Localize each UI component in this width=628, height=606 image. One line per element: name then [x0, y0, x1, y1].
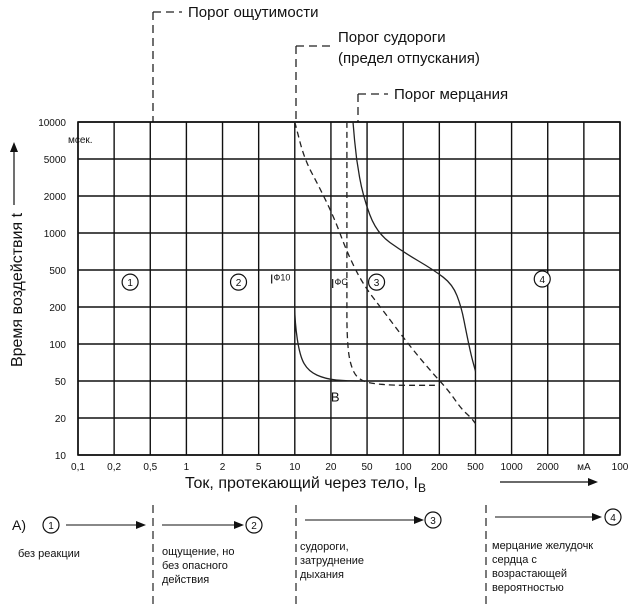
x-tick-label: 0,5 — [143, 462, 158, 473]
x-axis-arrow — [500, 478, 598, 486]
y-tick-labels — [38, 118, 66, 462]
legend-zone-4-text-4: вероятностью — [492, 582, 564, 594]
legend-zone-4-num: 4 — [610, 513, 616, 524]
legend-zone-2-num: 2 — [251, 521, 257, 532]
cramp-threshold-label-line1: Порог судороги — [338, 29, 446, 46]
y-axis-arrow — [10, 142, 18, 205]
zone-4-label: 4 — [539, 275, 546, 287]
y-tick-label: 10000 — [38, 118, 66, 129]
x-tick-label: 2 — [219, 462, 226, 473]
legend-zone-1-text: без реакции — [18, 548, 80, 560]
series-curve-1 — [295, 122, 403, 381]
annotation-1: $I^{Ф10}$ — [269, 271, 291, 287]
legend-zone-2-text-2: без опасного — [162, 560, 228, 572]
x-tick-label: 1 — [183, 462, 190, 473]
series-curve-3 — [347, 122, 439, 385]
chart-series — [295, 122, 476, 424]
zone-1-label: 1 — [127, 278, 133, 290]
x-tick-label: мА — [577, 462, 591, 473]
x-tick-label: 500 — [467, 462, 484, 473]
x-tick-label: 100 — [611, 462, 628, 473]
y-tick-label: 50 — [54, 377, 66, 388]
legend-zone-4-text-2: сердца с — [492, 554, 537, 566]
legend-zone-2-text-3: действия — [162, 574, 210, 586]
x-tick-label: 1000 — [500, 462, 523, 473]
x-axis-label: Ток, протекающий через тело, $I_В$ — [185, 475, 426, 495]
series-curve-2 — [295, 122, 476, 424]
x-tick-label: 0,2 — [107, 462, 122, 473]
x-tick-label: 0,1 — [71, 462, 85, 473]
chart-annotations — [270, 271, 349, 404]
legend-zone-2-text-1: ощущение, но — [162, 546, 235, 558]
y-tick-label: 100 — [49, 340, 66, 351]
y-axis-label: Время воздействия t — [9, 212, 26, 368]
zone-2-label: 2 — [235, 278, 242, 290]
legend-zone-3-num: 3 — [430, 516, 436, 527]
annotation-2: $I^{ФС}$ — [330, 276, 348, 292]
x-tick-label: 200 — [430, 462, 448, 473]
legend-row — [12, 505, 621, 606]
legend-zone-3-text-2: затруднение — [300, 555, 365, 567]
y-tick-label: 200 — [49, 303, 66, 314]
sensation-threshold-label: Порог ощутимости — [188, 4, 319, 21]
legend-zone-3-text-3: дыхания — [300, 569, 344, 581]
x-tick-label: 50 — [361, 462, 373, 473]
y-axis-title — [9, 212, 26, 367]
x-tick-label: 2000 — [536, 462, 559, 473]
threshold-headers — [153, 4, 508, 122]
legend-prefix: А) — [12, 517, 26, 533]
plot-frame — [78, 122, 620, 455]
chart-grid — [78, 122, 620, 455]
y-unit-label: мсек. — [68, 135, 93, 146]
legend-zone-4-text-1: мерцание желудочк — [492, 540, 594, 552]
y-tick-label: 1000 — [43, 229, 66, 240]
x-tick-label: 100 — [394, 462, 412, 473]
x-tick-label: 5 — [255, 462, 262, 473]
y-tick-label: 2000 — [43, 192, 66, 203]
x-tick-label: 20 — [325, 462, 337, 473]
x-tick-labels — [71, 462, 628, 473]
y-tick-label: 20 — [54, 414, 66, 425]
annotation-3: В — [330, 389, 340, 405]
zone-3-label: 3 — [373, 278, 380, 290]
y-tick-label: 500 — [49, 266, 66, 277]
x-tick-label: 10 — [289, 462, 301, 473]
cramp-threshold-label-line2: (предел отпускания) — [338, 50, 480, 67]
legend-zone-4-text-3: возрастающей — [492, 568, 567, 580]
y-tick-label: 10 — [54, 451, 66, 462]
y-tick-label: 5000 — [43, 155, 66, 166]
legend-zone-3-text-1: судороги, — [300, 541, 349, 553]
fibrillation-threshold-label: Порог мерцания — [394, 86, 509, 103]
legend-zone-1-num: 1 — [48, 521, 54, 532]
